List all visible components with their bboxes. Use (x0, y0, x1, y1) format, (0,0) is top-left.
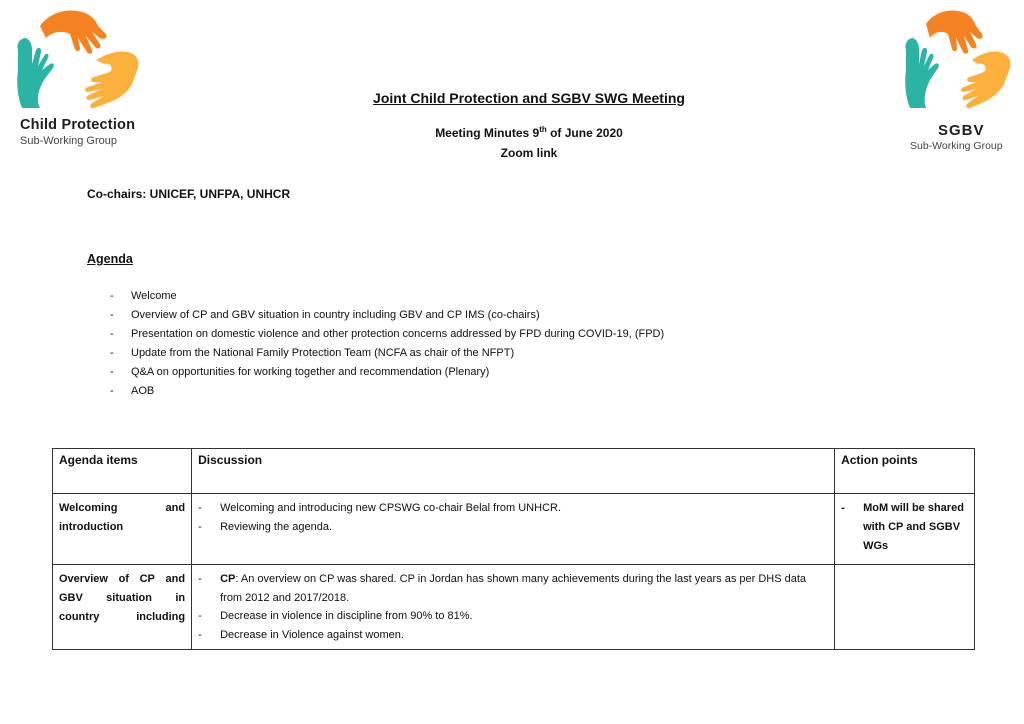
cell-word: of (118, 573, 129, 585)
child-protection-logo (10, 4, 150, 147)
discussion-text: Decrease in violence in discipline from 90% to 81%. (220, 610, 473, 622)
logo-title: Child Protection (20, 117, 136, 133)
discussion-cell (192, 565, 835, 650)
column-header-agenda-items: Agenda items (53, 449, 192, 494)
bullet: - (110, 290, 114, 302)
discussion-point (198, 626, 828, 645)
agenda-list (110, 289, 664, 403)
bullet: - (110, 385, 114, 397)
bullet: - (198, 573, 202, 585)
cell-line (59, 608, 185, 627)
cell-line (59, 518, 185, 537)
minutes-prefix: Meeting Minutes 9 (435, 126, 540, 140)
agenda-item-cell (53, 565, 192, 650)
agenda-item-text: Q&A on opportunities for working together and recommendation (Plenary) (131, 366, 490, 378)
cell-word: Overview (59, 573, 108, 585)
cell-word: CP (139, 573, 155, 585)
agenda-item-text: Presentation on domestic violence and other protection concerns addressed by FPD during COVID-19, (FPD) (131, 328, 665, 340)
discussion-point (198, 570, 828, 607)
agenda-item-cell (53, 494, 192, 565)
cell-word: and (165, 502, 186, 514)
cell-word: in (175, 592, 186, 604)
agenda-item-text: AOB (131, 385, 155, 397)
cell-word: country (59, 611, 100, 623)
agenda-item (110, 365, 664, 384)
agenda-item (110, 327, 664, 346)
agenda-item-text: Update from the National Family Protection Team (NCFA as chair of the NFPT) (131, 347, 515, 359)
discussion-point (198, 499, 828, 518)
action-points-cell (835, 565, 975, 650)
meeting-date (0, 125, 1024, 140)
discussion-cell (192, 494, 835, 565)
discussion-list (198, 570, 828, 644)
discussion-text: Decrease in Violence against women. (220, 628, 404, 641)
column-header-discussion: Discussion (192, 449, 835, 494)
cell-word: and (165, 573, 186, 585)
cell-line (59, 570, 185, 589)
bullet: - (198, 628, 202, 641)
action-point (841, 499, 968, 556)
agenda-item (110, 346, 664, 365)
cell-word: Welcoming (59, 502, 118, 514)
bullet: - (110, 328, 114, 340)
column-header-action-points: Action points (835, 449, 975, 494)
action-points-list (841, 499, 968, 556)
minutes-suffix: of June 2020 (546, 126, 623, 140)
bullet: - (110, 366, 114, 378)
agenda-item-text: Overview of CP and GBV situation in country including GBV and CP IMS (co-chairs) (131, 309, 540, 321)
table-row (53, 565, 975, 650)
agenda-item-text: Welcome (131, 290, 177, 302)
orange-hand-icon (926, 11, 983, 54)
action-point-text: MoM will be shared with CP and SGBV WGs (863, 502, 964, 552)
discussion-lead: CP (220, 573, 236, 585)
agenda-item (110, 384, 664, 403)
document-title: Joint Child Protection and SGBV SWG Meeting (373, 90, 685, 106)
cell-word: situation (106, 592, 152, 604)
bullet: - (110, 309, 114, 321)
bullet: - (110, 347, 114, 359)
discussion-text (220, 570, 828, 607)
discussion-text: Reviewing the agenda. (220, 520, 333, 533)
agenda-heading: Agenda (87, 252, 133, 266)
orange-hand-icon (40, 11, 107, 54)
logo-title: SGBV (938, 122, 985, 139)
bullet: - (198, 520, 202, 533)
cell-line (59, 499, 185, 518)
date-ordinal: th (539, 125, 547, 134)
discussion-lead-text: : An overview on CP was shared. CP in Jordan has shown many achievements during the last years as per DHS data from 2012 and 2017/2018. (220, 573, 807, 604)
co-chairs: Co-chairs: UNICEF, UNFPA, UNHCR (87, 187, 291, 201)
discussion-text: Welcoming and introducing new CPSWG co-chair Belal from UNHCR. (220, 502, 562, 514)
logo-subtitle: Sub-Working Group (20, 135, 118, 147)
cell-word: GBV (59, 592, 83, 604)
bullet: - (841, 502, 845, 514)
logo-subtitle: Sub-Working Group (910, 140, 1003, 152)
zoom-link[interactable]: Zoom link (500, 146, 558, 160)
cell-word: including (136, 611, 186, 623)
discussion-list (198, 499, 828, 536)
agenda-item (110, 308, 664, 327)
table-row (53, 494, 975, 565)
cell-line (59, 589, 185, 608)
bullet: - (198, 610, 202, 622)
action-points-cell (835, 494, 975, 565)
minutes-table (52, 448, 975, 650)
agenda-item (110, 289, 664, 308)
discussion-point (198, 607, 828, 626)
cell-word: introduction (59, 521, 124, 533)
table-header-row (53, 449, 975, 494)
discussion-point (198, 518, 828, 537)
bullet: - (198, 502, 202, 514)
